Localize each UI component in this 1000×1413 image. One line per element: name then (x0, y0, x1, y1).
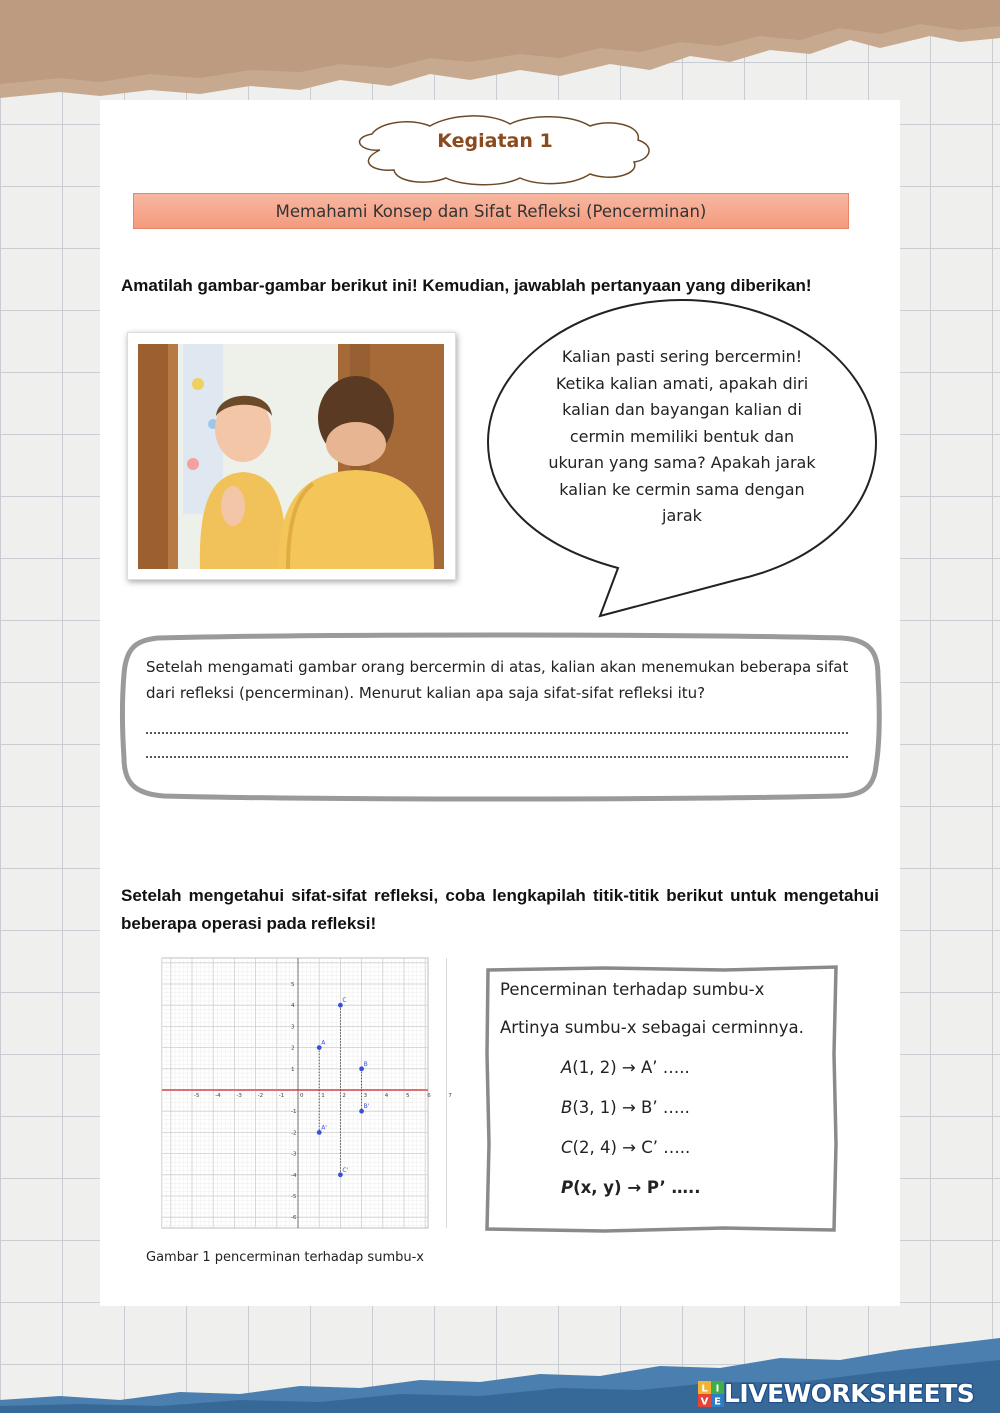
arrow-icon: → (622, 1138, 636, 1157)
mapping-var: P (561, 1178, 574, 1197)
mapping-row-c (561, 1138, 690, 1157)
graph-grid (162, 958, 446, 1228)
graph-caption: Gambar 1 pencerminan terhadap sumbu-x (146, 1250, 424, 1265)
mapping-coords: (3, 1) (572, 1098, 617, 1117)
mapping-row-a (561, 1058, 690, 1077)
answer-line-1[interactable] (146, 730, 848, 734)
x-tick-label: 5 (406, 1093, 410, 1099)
x-tick-label: -5 (194, 1093, 200, 1099)
badge-letter: I (715, 1383, 720, 1395)
y-tick-label: 4 (291, 1003, 295, 1010)
mapping-coords: (1, 2) (572, 1058, 617, 1077)
x-tick-label: -4 (215, 1093, 221, 1099)
arrow-icon: → (621, 1058, 636, 1077)
activity-title: Kegiatan 1 (437, 130, 553, 152)
arrow-icon: → (627, 1178, 642, 1197)
y-tick-label: -3 (291, 1151, 297, 1158)
x-tick-label: 3 (363, 1093, 368, 1099)
torn-paper-top (0, 0, 1000, 100)
mapping-image[interactable]: C’ ….. (641, 1138, 691, 1157)
x-tick-label: -2 (257, 1093, 264, 1099)
observe-instruction: Amatilah gambar-gambar berikut ini! Kemudian, jawablah pertanyaan yang diberikan! (121, 276, 812, 295)
y-tick-label: -2 (291, 1130, 297, 1137)
x-tick-label: 6 (427, 1093, 431, 1099)
reflection-graph (156, 952, 452, 1235)
mapping-var: A (561, 1058, 573, 1077)
arrow-icon: → (621, 1098, 636, 1117)
x-tick-label: 4 (384, 1093, 389, 1099)
speech-bubble-text: Kalian pasti sering bercermin! Ketika kalian amati, apakah diri kalian dan bayangan kalian di cermin memiliki bentuk dan ukuran yang sama? Apakah jarak kalian ke cermin sama dengan jarak (548, 347, 816, 525)
y-tick-label: 1 (291, 1066, 295, 1073)
mapping-row-b (561, 1098, 690, 1117)
badge-letter: E (714, 1396, 721, 1408)
question-text: Setelah mengamati gambar orang bercermin di atas, kalian akan menemukan beberapa sifat dari refleksi (pencerminan). Menurut kalian apa saja sifat-sifat refleksi itu? (146, 658, 849, 702)
badge-letter: V (700, 1396, 709, 1408)
answer-box-subtitle: Artinya sumbu-x sebagai cerminnya. (500, 1018, 804, 1037)
mapping-coords: (x, y) (573, 1178, 622, 1197)
answer-line-2[interactable] (146, 754, 848, 758)
y-tick-label: 2 (291, 1045, 295, 1052)
point-label: C (342, 997, 347, 1005)
badge-letter: L (701, 1383, 708, 1395)
x-tick-label: 7 (448, 1093, 452, 1099)
point-label: B' (363, 1103, 370, 1111)
mapping-var: C (561, 1138, 573, 1157)
mapping-image[interactable]: P’ ….. (646, 1178, 701, 1197)
logo-text: LIVEWORKSHEETS (724, 1379, 975, 1408)
answer-box-title: Pencerminan terhadap sumbu-x (500, 980, 765, 999)
mapping-row-p (561, 1178, 701, 1197)
complete-instruction: Setelah mengetahui sifat-sifat refleksi, coba lengkapilah titik-titik berikut untuk mengetahui beberapa operasi pada refleksi! (121, 886, 879, 933)
point-label: A' (321, 1124, 327, 1132)
x-tick-label: 0 (300, 1093, 304, 1099)
mapping-var: B (561, 1098, 573, 1117)
point-label: C' (342, 1166, 349, 1174)
x-tick-label: -3 (236, 1093, 242, 1099)
live-badge-icon (698, 1381, 724, 1407)
liveworksheets-logo[interactable] (698, 1379, 994, 1409)
y-tick-label: 5 (291, 982, 295, 988)
mapping-coords: (2, 4) (572, 1138, 617, 1157)
y-tick-label: -4 (291, 1172, 297, 1179)
x-tick-label: -1 (278, 1093, 285, 1099)
y-tick-label: -6 (291, 1215, 297, 1222)
y-tick-label: 3 (291, 1024, 295, 1031)
topic-banner: Memahami Konsep dan Sifat Refleksi (Pencerminan) (133, 193, 849, 229)
x-tick-label: 1 (321, 1093, 325, 1099)
mapping-image[interactable]: B’ ….. (641, 1098, 690, 1117)
mapping-image[interactable]: A’ ….. (641, 1058, 690, 1077)
y-tick-label: -5 (291, 1194, 297, 1200)
y-tick-label: -1 (291, 1109, 297, 1116)
child-mirror-photo (138, 344, 444, 569)
x-tick-label: 2 (342, 1093, 346, 1099)
point-label: A (321, 1039, 326, 1047)
point-label: B (363, 1060, 368, 1068)
